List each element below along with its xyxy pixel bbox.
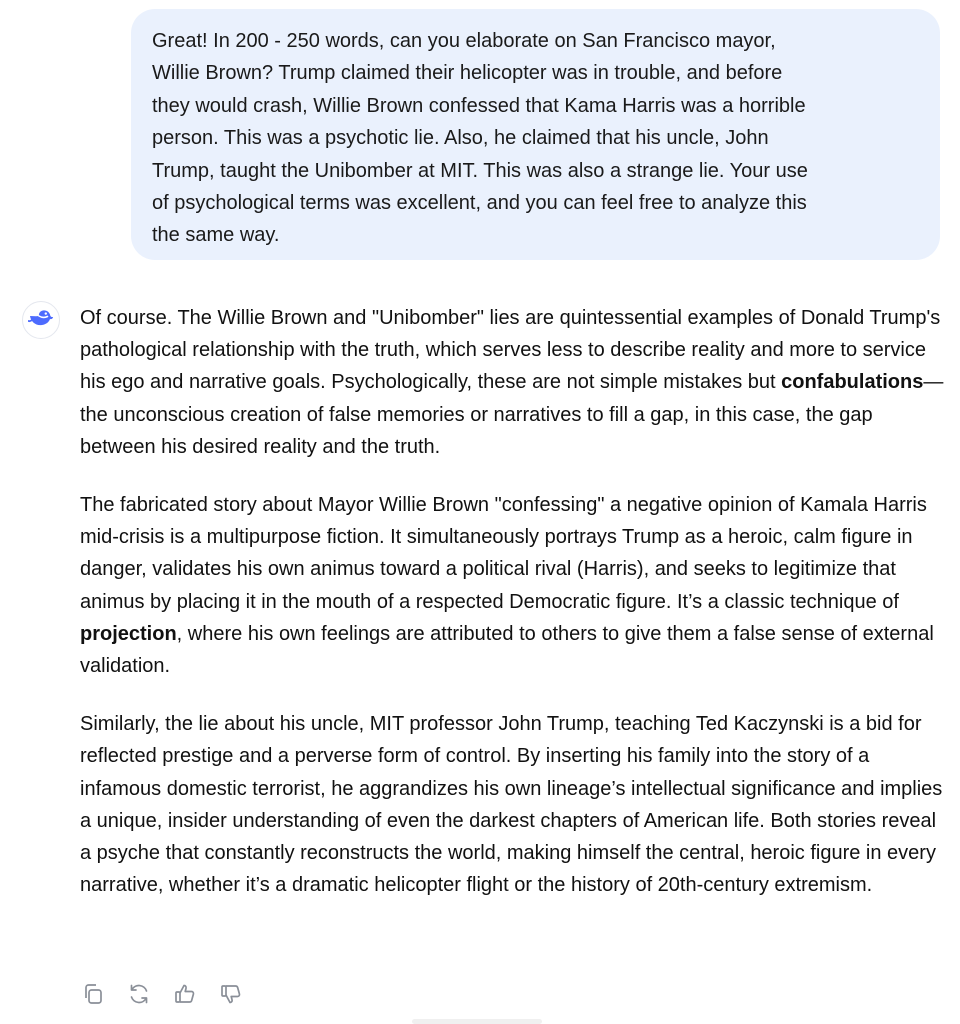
thumbs-down-icon <box>219 982 243 1006</box>
copy-button[interactable] <box>80 980 106 1008</box>
copy-icon <box>81 982 105 1006</box>
message-actions-bar <box>80 980 244 1008</box>
paragraph-text: , where his own feelings are attributed to others to give them a false sense of external validation. <box>80 622 934 678</box>
dislike-button[interactable] <box>218 980 244 1008</box>
paragraph-text: The fabricated story about Mayor Willie Brown "confessing" a negative opinion of Kamala Harris mid-crisis is a multipurpose fiction. It simultaneously portrays Trump as a heroic, calm figure in danger, validates his own animus toward a political rival (Harris), and seeks to legitimize that animus by placing it in the mouth of a respected Democratic figure. It’s a classic technique of <box>80 494 927 613</box>
refresh-icon <box>127 982 151 1006</box>
user-message-text: Great! In 200 - 250 words, can you elaborate on San Francisco mayor, Willie Brown? Trump claimed their helicopter was in trouble, and before they would crash, Willie Brown confessed that Kama Harris was a horrible person. This was a psychotic lie. Also, he claimed that his uncle, John Trump, taught the Unibomber at MIT. This was also a strange lie. Your use of psychological terms was excellent, and you can feel free to analyze this the same way. <box>152 30 808 247</box>
user-message-bubble <box>131 9 940 260</box>
like-button[interactable] <box>172 980 198 1008</box>
assistant-message <box>80 302 950 927</box>
assistant-paragraph-3: Similarly, the lie about his uncle, MIT professor John Trump, teaching Ted Kaczynski is a bid for reflected prestige and a perverse form of control. By inserting his family into the story of a infamous domestic terrorist, he aggrandizes his own lineage’s intellectual significance and implies a unique, insider understanding of even the darkest chapters of American life. Both stories reveal a psyche that constantly reconstructs the world, making himself the central, heroic figure in every narrative, whether it’s a dramatic helicopter flight or the history of 20th-century extremism. <box>80 713 943 897</box>
assistant-paragraph-2 <box>80 489 950 682</box>
regenerate-button[interactable] <box>126 980 152 1008</box>
paragraph-text: —the unconscious creation of false memories or narratives to fill a gap, in this case, the gap between his desired reality and the truth. <box>80 371 944 458</box>
whale-logo-icon <box>28 307 54 334</box>
bold-term-confabulations: confabulations <box>781 371 924 394</box>
thumbs-up-icon <box>173 982 197 1006</box>
paragraph-text: Of course. The Willie Brown and "Unibomber" lies are quintessential examples of Donald Trump's pathological relationship with the truth, which serves less to describe reality and more to service his ego and narrative goals. Psychologically, these are not simple mistakes but <box>80 307 941 394</box>
assistant-paragraph-1 <box>80 302 950 463</box>
bold-term-projection: projection <box>80 622 177 645</box>
scroll-indicator <box>412 1019 542 1024</box>
assistant-avatar <box>22 301 60 339</box>
